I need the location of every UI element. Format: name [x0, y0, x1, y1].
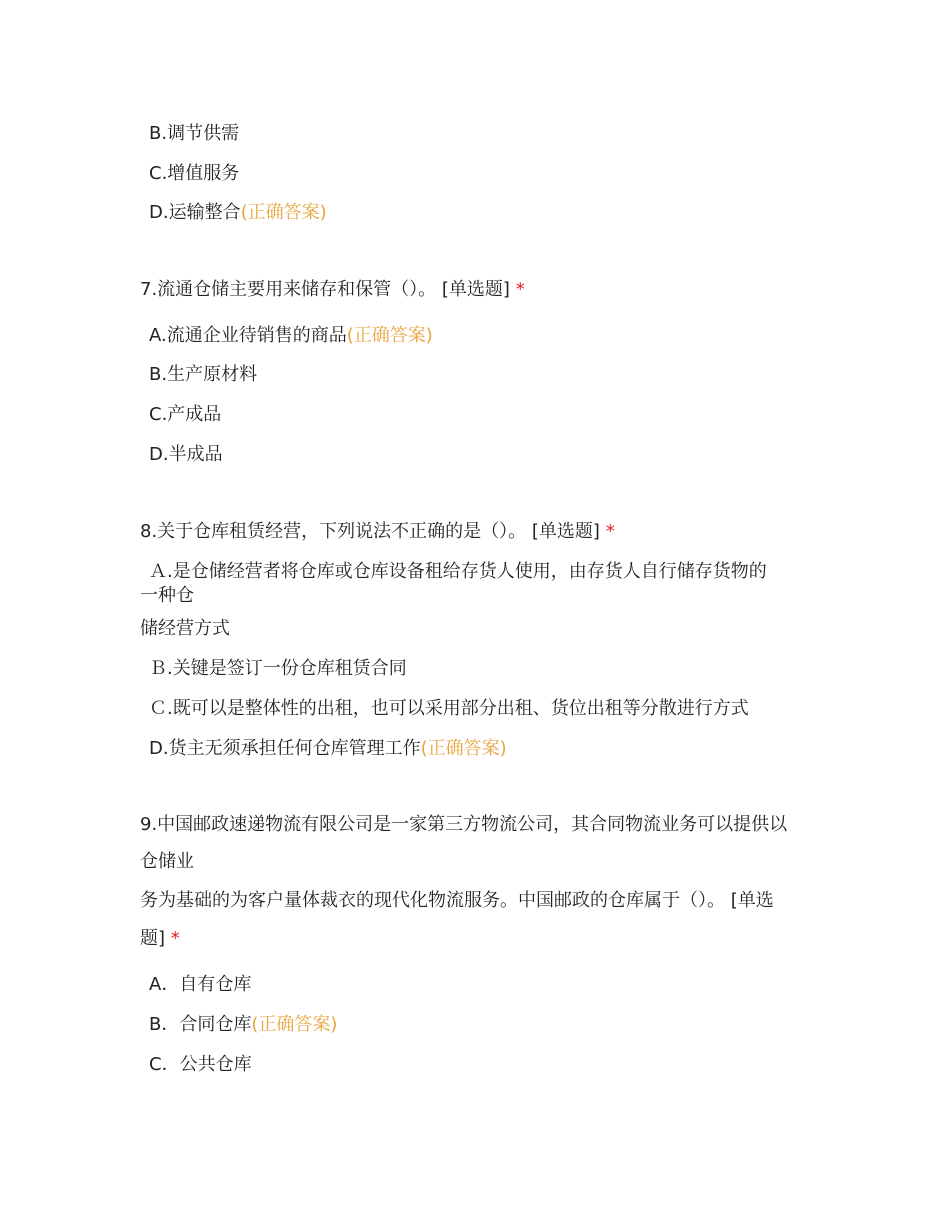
- option-text: Ｂ.关键是签订一份仓库租赁合同: [149, 658, 407, 679]
- option-text: 一种仓: [140, 585, 194, 606]
- q9-title-line3: [140, 889, 774, 913]
- option-text: B.调节供需: [149, 123, 240, 144]
- option-text: C.产成品: [149, 404, 222, 425]
- q7-option-b: [149, 363, 257, 387]
- q9-title-line4: [140, 927, 180, 951]
- option-text: Ｃ.既可以是整体性的出租，也可以采用部分出租、货位出租等分散进行方式: [149, 698, 749, 719]
- option-text: D.货主无须承担任何仓库管理工作: [149, 738, 421, 759]
- option-text: B．合同仓库: [149, 1014, 252, 1035]
- q7-option-d: [149, 443, 223, 467]
- option-text: 储经营方式: [140, 618, 230, 639]
- correct-answer-tag: (正确答案): [251, 1014, 338, 1035]
- question-text: 8.关于仓库租赁经营，下列说法不正确的是（）。 [单选题]: [140, 521, 600, 542]
- required-star: *: [605, 521, 615, 542]
- correct-answer-tag: (正确答案): [240, 202, 327, 223]
- q8-option-a-line3: [140, 617, 230, 641]
- question-text: 7.流通仓储主要用来储存和保管（）。 [单选题]: [140, 279, 510, 300]
- q7-option-c: [149, 403, 221, 427]
- required-star: *: [170, 928, 180, 949]
- option-text: D.半成品: [149, 444, 223, 465]
- option-text: C．公共仓库: [149, 1054, 252, 1075]
- question-text: 仓储业: [140, 851, 194, 872]
- q8-option-a-line2: [140, 584, 194, 608]
- q6-option-b: [149, 122, 239, 146]
- q8-option-c: [149, 697, 749, 721]
- option-text: Ａ.是仓储经营者将仓库或仓库设备租给存货人使用，由存货人自行储存货物的: [149, 561, 767, 582]
- question-text: 务为基础的为客户量体裁衣的现代化物流服务。中国邮政的仓库属于（）。 [单选: [140, 890, 774, 911]
- q8-option-a-line1: [149, 560, 767, 584]
- option-text: A.流通企业待销售的商品: [149, 325, 347, 346]
- correct-answer-tag: (正确答案): [420, 738, 507, 759]
- q7-option-a: [149, 324, 433, 348]
- q9-option-a: [149, 973, 251, 997]
- q8-option-b: [149, 657, 407, 681]
- question-text: 9.中国邮政速递物流有限公司是一家第三方物流公司，其合同物流业务可以提供以: [140, 814, 788, 835]
- option-text: B.生产原材料: [149, 364, 258, 385]
- q7-title: [140, 278, 525, 302]
- required-star: *: [515, 279, 525, 300]
- option-text: A．自有仓库: [149, 974, 252, 995]
- q6-option-d: [149, 201, 327, 225]
- option-text: D.运输整合: [149, 202, 241, 223]
- correct-answer-tag: (正确答案): [346, 325, 433, 346]
- q8-option-d: [149, 737, 507, 761]
- q8-title: [140, 520, 615, 544]
- q9-option-c: [149, 1053, 252, 1077]
- q9-title-line2: [140, 850, 194, 874]
- option-text: C.增值服务: [149, 163, 240, 184]
- q9-title-line1: [140, 813, 787, 837]
- q9-option-b: [149, 1013, 337, 1037]
- q6-option-c: [149, 162, 239, 186]
- question-text: 题]: [140, 928, 166, 949]
